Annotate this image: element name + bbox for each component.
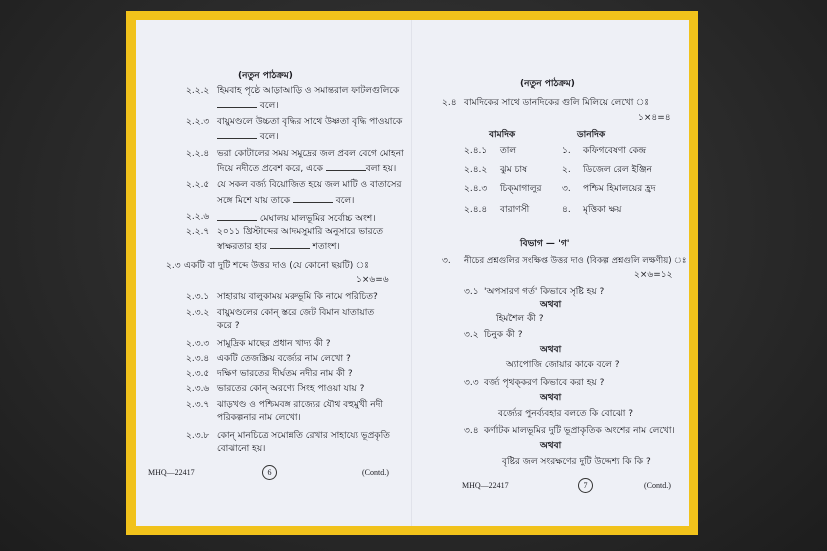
match-right-number: ১. [562,146,571,156]
question-text: ঝাড়খণ্ড ও পশ্চিমবঙ্গ রাজ্যের যৌথ বহুমুখী নদী [217,400,383,410]
section-number: ২.৩ [166,261,181,271]
subquestion-number: ৩.৪ [464,426,479,436]
marks: ১×৪=৪ [638,113,671,123]
match-right-item: ডিজেল রেল ইঞ্জিন [583,165,652,175]
question-text: বোঝানো হয়। [217,444,266,454]
question-text: ভারতের কোন্‌ অরণ্যে সিংহ পাওয়া যায় ? [217,384,365,394]
item-number: ২.২.২ [186,86,210,96]
footer-contd: (Contd.) [644,481,671,490]
blank-line [217,99,257,108]
item-text: সঙ্গে মিশে যায় তাকে [217,196,290,206]
or-label: অথবা [540,441,562,451]
blank-line [217,130,257,139]
subquestion-text: কর্ণাটক মালভূমির দুটি ভূপ্রাকৃতিক অংশের নাম লেখো। [484,426,675,436]
blank-line [293,194,333,203]
question-number: ২.৩.৭ [186,400,210,410]
question-number: ২.৩.৬ [186,384,210,394]
page-number: 7 [578,478,593,493]
item-number: ২.২.৫ [186,180,210,190]
subquestion-number: ৩.২ [464,330,479,340]
subquestion-text: বর্জ্যের পুনর্ব্যবহার বলতে কি বোঝো ? [498,409,633,419]
item-number: ২.২.৭ [186,227,210,237]
item-text: বায়ুমণ্ডলে উচ্চতা বৃদ্ধির সাথে উষ্ণতা বৃদ্ধি পাওয়াকে [217,117,403,127]
match-left-number: ২.৪.৩ [464,184,488,194]
question-text: কোন্‌ মানচিত্রে সমোন্নতি রেখার সাহায্যে ভূপ্রকৃতি [217,431,390,441]
question-text: সামুদ্রিক মাছের প্রধান খাদ্য কী ? [217,339,331,349]
item-text: বলে। [259,132,279,142]
question-text: একটি তেজস্ক্রিয় বর্জ্যের নাম লেখো ? [217,354,351,364]
match-left-item: চিক্‌মাগালুর [500,184,542,194]
question-text: পরিকল্পনার নাম লেখো। [217,413,301,423]
match-left-number: ২.৪.১ [464,146,488,156]
blank-line [326,162,366,171]
subquestion-text: বৃষ্টির জল সংরক্ষণের দুটি উদ্দেশ্য কি কি ? [502,457,651,467]
marks: ১×৬=৬ [356,275,389,285]
item-text: দিয়ে নদীতে প্রবেশ করে, একে [217,164,323,174]
or-label: অথবা [540,300,562,310]
right-page [412,20,689,526]
question-number: ২.৩.২ [186,308,210,318]
match-right-item: পশ্চিম হিমালয়ের হ্রদ [583,184,656,194]
page-header: (নতুন পাঠক্রম) [520,79,575,89]
section-title: বিভাগ — 'গ' [520,239,570,249]
item-number: ২.২.৬ [186,212,210,222]
subquestion-text: অ্যাপোজি জোয়ার কাকে বলে ? [506,360,620,370]
item-text: স্বাক্ষরতার হার [217,242,267,252]
question-text: দক্ষিণ ভারতের দীর্ঘতম নদীর নাম কী ? [217,369,353,379]
or-label: অথবা [540,345,562,355]
column-header-right: ডানদিক [577,130,606,140]
question-text: বায়ুমণ্ডলের কোন্‌ স্তরে জেট বিমান যাতায়াত [217,308,375,318]
item-text: যে সকল বর্জ্য বিয়োজিত হয়ে জল মাটি ও বাতাসের [217,180,402,190]
match-left-item: তাল [500,146,517,156]
item-text: হিমবাহ পৃষ্ঠে আড়াআড়ি ও সমান্তরাল ফাটলগুলিকে [217,86,400,96]
item-text: মেঘালয় মালভূমির সর্বোচ্চ অংশ। [259,214,376,224]
question-number: ২.৩.৮ [186,431,210,441]
subquestion-text: চিনুক কী ? [484,330,523,340]
question-number: ২.৩.৫ [186,369,210,379]
subquestion-text: হিমশৈল কী ? [496,314,544,324]
item-text: বলে। [335,196,355,206]
subquestion-number: ৩.১ [464,287,479,297]
footer-code: MHQ—22417 [462,481,509,490]
blank-line [270,240,310,249]
subquestion-number: ৩.৩ [464,378,479,388]
subquestion-text: বর্জ্য পৃথক্‌করণ কিভাবে করা হয় ? [484,378,605,388]
left-page [136,20,412,526]
question-number: ২.৩.৩ [186,339,210,349]
question-number: ২.৪ [442,98,457,108]
item-text: ভরা কোটালের সময় সমুদ্রের জল প্রবল বেগে মোহনা [217,149,404,159]
match-left-item: ঝুম চাষ [500,165,528,175]
match-left-item: বারাণসী [500,205,530,215]
section-instruction: একটি বা দুটি শব্দে উত্তর দাও (যে কোনো ছয়টি) ঃ [184,261,369,271]
question-number: ২.৩.৪ [186,354,210,364]
match-right-item: কফিগবেষণা কেন্দ্র [583,146,647,156]
question-text: নীচের প্রশ্নগুলির সংক্ষিপ্ত উত্তর দাও (বিকল্প প্রশ্নগুলি লক্ষণীয়) ঃ [464,256,687,266]
match-left-number: ২.৪.২ [464,165,488,175]
match-right-number: ৪. [562,205,571,215]
or-label: অথবা [540,393,562,403]
match-right-number: ২. [562,165,571,175]
column-header-left: বামদিক [489,130,516,140]
match-left-number: ২.৪.৪ [464,205,488,215]
question-number: ৩. [442,256,451,266]
exam-paper-spread [136,20,689,526]
item-text: শতাংশ। [312,242,340,252]
item-number: ২.২.৩ [186,117,210,127]
item-text: বলে। [259,101,279,111]
item-number: ২.২.৪ [186,149,210,159]
match-right-item: মৃত্তিকা ক্ষয় [583,205,622,215]
footer-code: MHQ—22417 [148,468,195,477]
page-number: 6 [262,465,277,480]
subquestion-text: 'অপসারণ গর্ত' কিভাবে সৃষ্টি হয় ? [484,287,605,297]
blank-line [217,212,257,221]
question-text: করে ? [217,321,240,331]
question-text: বামদিকের সাথে ডানদিকের গুলি মিলিয়ে লেখো ঃ [464,98,650,108]
page-header: (নতুন পাঠক্রম) [238,71,293,81]
match-right-number: ৩. [562,184,571,194]
item-text: বলা হয়। [365,164,397,174]
question-number: ২.৩.১ [186,292,210,302]
question-text: সাহারায় বালুকাময় মরুভূমি কি নামে পরিচিত? [217,292,378,302]
footer-contd: (Contd.) [362,468,389,477]
item-text: ২০১১ খ্রিস্টাব্দের আদমসুমারি অনুসারে ভারতে [217,227,383,237]
marks: ২×৬=১২ [634,270,673,280]
